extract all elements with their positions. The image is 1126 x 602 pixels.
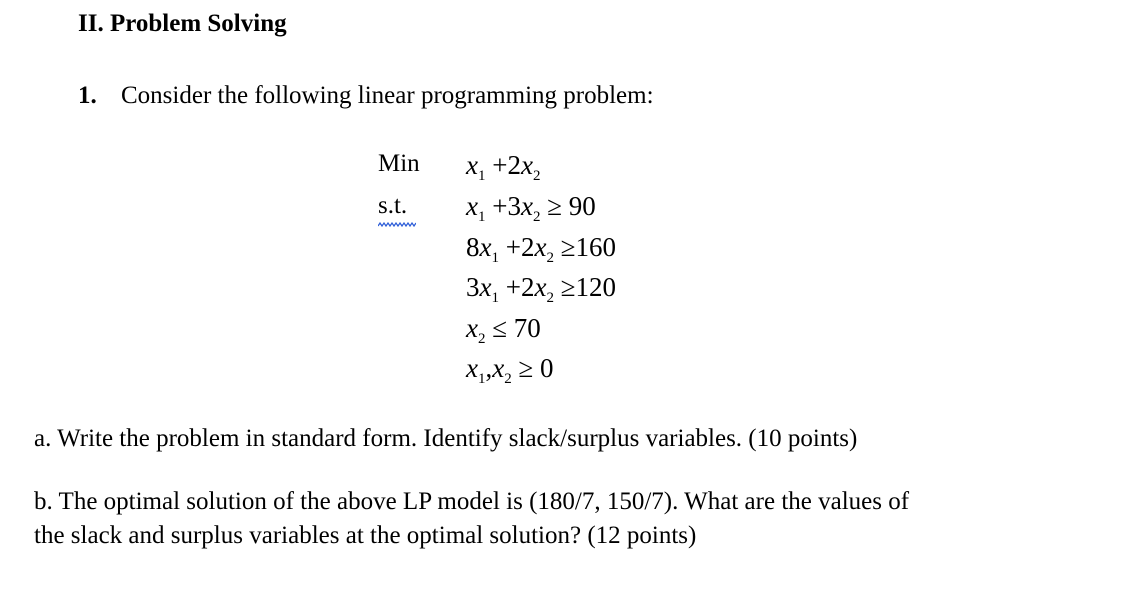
nonnegativity-constraint: $x_1,x_2 \ge 0$ [466,353,554,387]
objective-label: Min [378,150,420,177]
part-b-text-line1: b. The optimal solution of the above LP model is (180/7, 150/7). What are the values of [34,488,910,515]
constraint-2: $8x_1 +2x_2 \ge 160$ [466,232,617,266]
constraint-1: $x_1 +3x_2 \ge 90$ [466,191,596,225]
constraint-3: $3x_1 +2x_2 \ge 120$ [466,272,617,306]
section-title: II. Problem Solving [78,10,287,37]
objective-expression: $x_1 +2x_2$ [466,150,541,184]
part-a-text: a. Write the problem in standard form. Identify slack/surplus variables. (10 points) [34,425,858,452]
spellcheck-squiggle [378,222,416,228]
part-b-text-line2: the slack and surplus variables at the optimal solution? (12 points) [34,522,697,549]
question-intro: Consider the following linear programming problem: [121,82,654,109]
question-number: 1. [78,82,97,109]
constraint-4: $x_2 \le 70$ [466,313,541,347]
constraint-label: s.t. [378,192,408,219]
